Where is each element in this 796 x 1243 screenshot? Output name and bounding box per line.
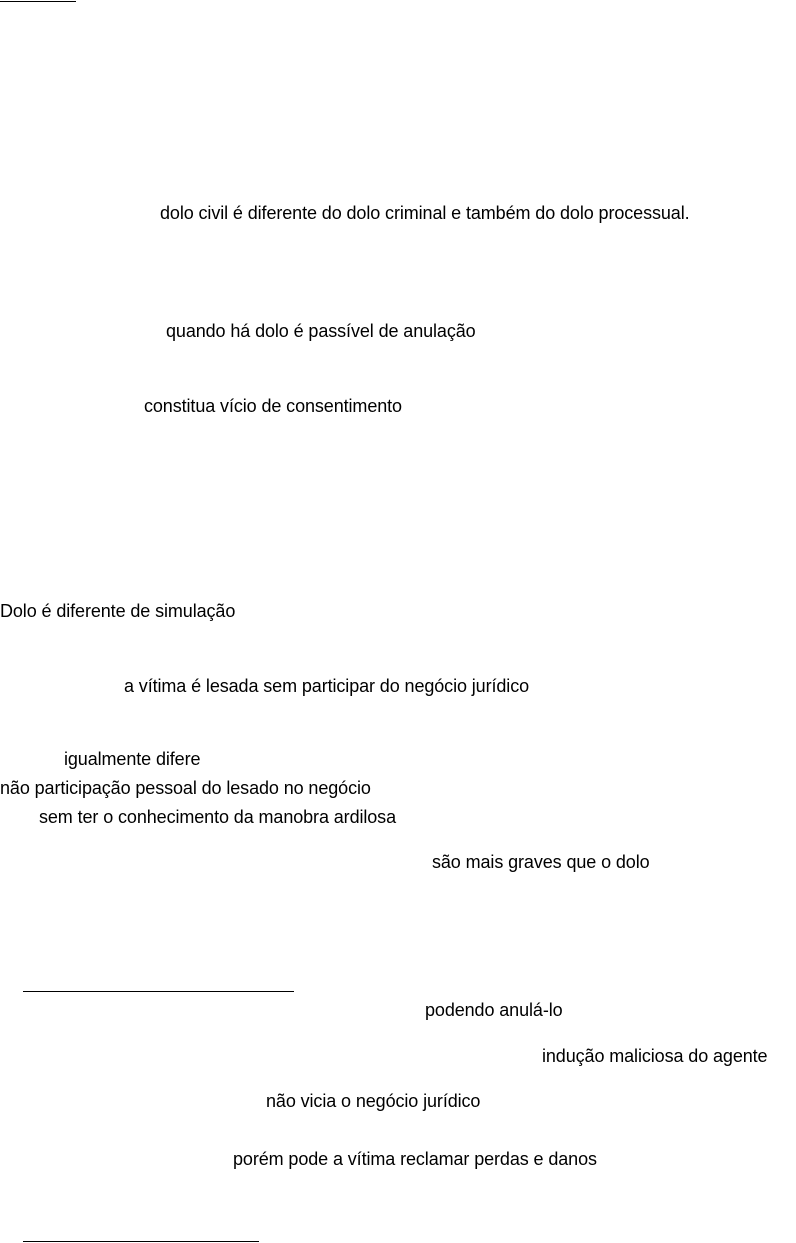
text-line-anulacao: quando há dolo é passível de anulação [166, 321, 476, 341]
text-line-nao-participacao: não participação pessoal do lesado no negócio [0, 778, 371, 798]
top-rule [0, 1, 76, 2]
text-line-nao-vicia: não vicia o negócio jurídico [266, 1091, 481, 1111]
text-line-perdas-danos: porém pode a vítima reclamar perdas e danos [233, 1149, 597, 1169]
section-rule-1 [23, 991, 294, 992]
text-line-vicio-consentimento: constitua vício de consentimento [144, 396, 402, 416]
text-line-inducao-maliciosa: indução maliciosa do agente [542, 1046, 768, 1066]
text-line-mais-graves: são mais graves que o dolo [432, 852, 650, 872]
section-rule-2 [23, 1241, 259, 1242]
text-line-dolo-simulacao: Dolo é diferente de simulação [0, 601, 236, 621]
text-line-podendo-anular: podendo anulá-lo [425, 1000, 563, 1020]
text-line-vitima-lesada: a vítima é lesada sem participar do negócio jurídico [124, 676, 530, 696]
text-line-manobra-ardilosa: sem ter o conhecimento da manobra ardilosa [39, 807, 396, 827]
text-line-igualmente-difere: igualmente difere [64, 749, 201, 769]
text-line-dolo-civil: dolo civil é diferente do dolo criminal e também do dolo processual. [160, 203, 690, 223]
